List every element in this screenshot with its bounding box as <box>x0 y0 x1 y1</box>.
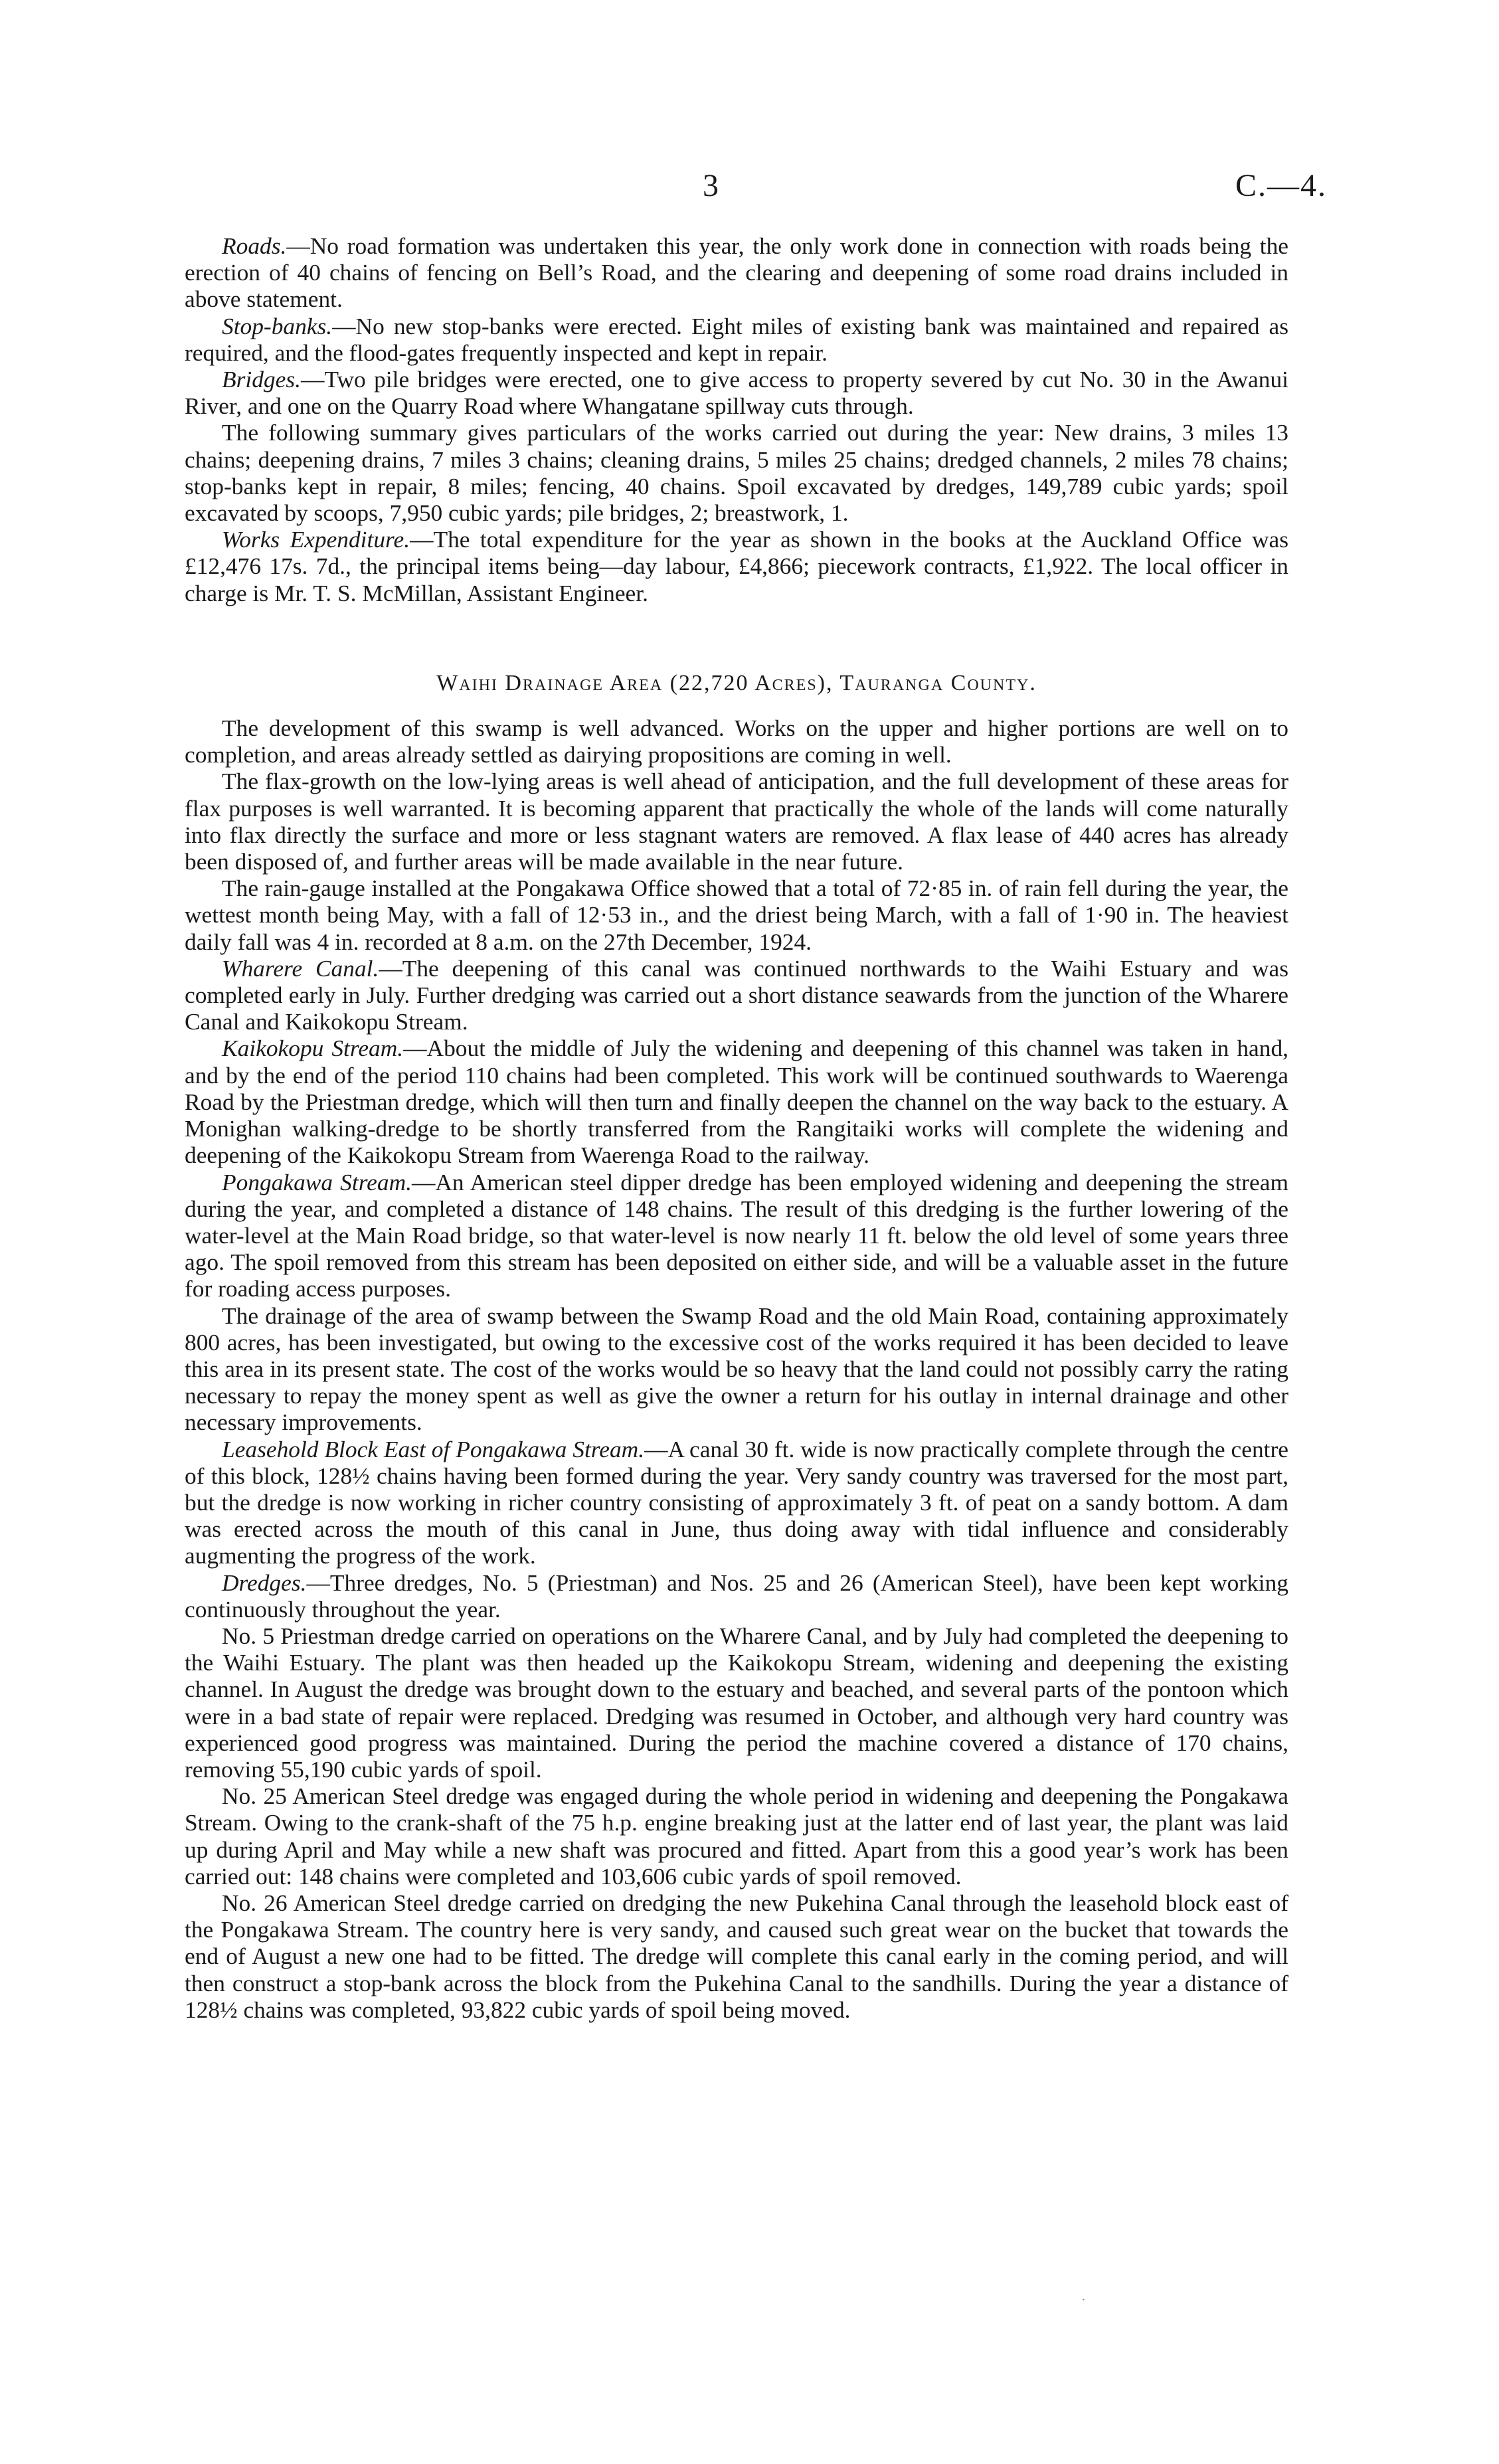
section-heading: Waihi Drainage Area (22,720 Acres), Tauranga County. <box>436 670 1037 695</box>
document-reference: C.—4. <box>1235 168 1328 203</box>
paragraph <box>185 1035 1288 1168</box>
paragraph-lead: Works Expenditure. <box>222 526 410 553</box>
paragraph <box>185 526 1288 606</box>
paragraph <box>185 715 1288 768</box>
paragraph <box>185 1783 1288 1890</box>
paragraph-lead: Stop-banks. <box>222 312 333 339</box>
paragraph-lead: Kaikokopu Stream. <box>222 1035 404 1062</box>
paragraph-text: —No road formation was undertaken this year, the only work done in connection with roads being the erection of 40 chains of fencing on Bell’s Road, and the clearing and deepening of some road drains included in above statement. <box>185 232 1288 313</box>
paragraph-text: —Two pile bridges were erected, one to give access to property severed by cut No. 30 in the Awanui River, and one on the Quarry Road where Whangatane spillway cuts through. <box>185 366 1288 420</box>
paragraph <box>185 232 1288 313</box>
paragraph <box>185 768 1288 875</box>
paragraph-text: —The total expenditure for the year as shown in the books at the Auckland Office was £12,476 17s. 7d., the principal items being—day labour, £4,866; piecework contracts, £1,922. The local officer in charge is Mr. T. S. McMillan, Assistant Engineer. <box>185 526 1288 606</box>
paragraph-lead: Pongakawa Stream. <box>222 1168 412 1195</box>
body-text <box>185 232 1288 2023</box>
paragraph-lead: Bridges. <box>222 366 301 393</box>
paragraph-text: —An American steel dipper dredge has been employed widening and deepening the stream during the year, and completed a distance of 148 chains. The result of this dredging is the further lowering of the water-level at the Main Road bridge, so that water-level is now nearly 11 ft. below the old level of some years three ago. The spoil removed from this stream has been deposited on either side, and will be a valuable asset in the future for roading access purposes. <box>185 1168 1289 1302</box>
paragraph <box>185 1890 1288 2023</box>
paragraph-text: The flax-growth on the low-lying areas is well ahead of anticipation, and the full development of these areas for flax purposes is well warranted. It is becoming apparent that practically the whole of the lands will come naturally into flax directly the surface and more or less stagnant waters are removed. A flax lease of 440 acres has already been disposed of, and further areas will be made available in the near future. <box>185 768 1288 875</box>
paragraph-lead: Roads. <box>222 232 287 259</box>
paragraph-text: —A canal 30 ft. wide is now practically complete through the centre of this block, 128½ chains having been formed during the year. Very sandy country was traversed for the most part, but the dredge is now working in richer country consisting of approximately 3 ft. of peat on a sandy bottom. A dam was erected across the mouth of this canal in June, thus doing away with tidal influence and considerably augmenting the progress of the work. <box>185 1435 1288 1569</box>
paragraph-text: —Three dredges, No. 5 (Priestman) and Nos. 25 and 26 (American Steel), have been kept working continuously throughout the year. <box>185 1569 1288 1623</box>
stray-mark: · <box>1081 2293 1086 2307</box>
paragraph-text: The development of this swamp is well advanced. Works on the upper and higher portions are well on to completion, and areas already settled as dairying propositions are coming in well. <box>185 715 1288 768</box>
paragraph-text: —The deepening of this canal was continued northwards to the Waihi Estuary and was completed early in July. Further dredging was carried out a short distance seawards from the junction of the Wharere Canal and Kaikokopu Stream. <box>185 954 1288 1035</box>
page-header <box>0 167 1499 214</box>
paragraph <box>185 1436 1288 1569</box>
paragraph-text: No. 25 American Steel dredge was engaged during the whole period in widening and deepening the Pongakawa Stream. Owing to the crank-shaft of the 75 h.p. engine breaking just at the latter end of last year, the plant was laid up during April and May while a new shaft was procured and fitted. Apart from this a good year’s work has been carried out: 148 chains were completed and 103,606 cubic yards of spoil removed. <box>185 1783 1288 1890</box>
paragraph <box>185 1169 1288 1302</box>
paragraph-text: No. 26 American Steel dredge carried on dredging the new Pukehina Canal through the leasehold block east of the Pongakawa Stream. The country here is very sandy, and caused such great wear on the bucket that towards the end of August a new one had to be fitted. The dredge will complete this canal early in the coming period, and will then construct a stop-bank across the block from the Pukehina Canal to the sandhills. During the year a distance of 128½ chains was completed, 93,822 cubic yards of spoil being moved. <box>185 1889 1288 2023</box>
paragraph <box>185 1569 1288 1623</box>
paragraph-text: The following summary gives particulars of the works carried out during the year: New drains, 3 miles 13 chains; deepening drains, 7 miles 3 chains; cleaning drains, 5 miles 25 chains; dredged channels, 2 miles 78 chains; stop-banks kept in repair, 8 miles; fencing, 40 chains. Spoil excavated by dredges, 149,789 cubic yards; spoil excavated by scoops, 7,950 cubic yards; pile bridges, 2; breastwork, 1. <box>185 419 1288 527</box>
paragraph-text: —No new stop-banks were erected. Eight miles of existing bank was maintained and repaired as required, and the flood-gates frequently inspected and kept in repair. <box>185 312 1288 366</box>
paragraph-lead: Dredges. <box>222 1569 307 1596</box>
page-number: 3 <box>703 168 719 203</box>
paragraph-lead: Leasehold Block East of Pongakawa Stream. <box>222 1435 645 1462</box>
paragraph-lead: Wharere Canal. <box>222 954 379 982</box>
paragraph-text: The rain-gauge installed at the Pongakawa Office showed that a total of 72·85 in. of rain fell during the year, the wettest month being May, with a fall of 12·53 in., and the driest being March, with a fall of 1·90 in. The heaviest daily fall was 4 in. recorded at 8 a.m. on the 27th December, 1924. <box>185 875 1288 955</box>
paragraph <box>185 419 1288 526</box>
paragraph-text: —About the middle of July the widening and deepening of this channel was taken in hand, and by the end of the period 110 chains had been completed. This work will be continued southwards to Waerenga Road by the Priestman dredge, which will then turn and finally deepen the channel on the way back to the estuary. A Monighan walking-dredge to be shortly transferred from the Rangitaiki works will complete the widening and deepening of the Kaikokopu Stream from Waerenga Road to the railway. <box>185 1035 1288 1169</box>
paragraph <box>185 875 1288 955</box>
paragraph <box>185 1623 1288 1783</box>
section-paragraphs-before <box>185 232 1288 606</box>
paragraph <box>185 1302 1288 1436</box>
paragraph-text: The drainage of the area of swamp between the Swamp Road and the old Main Road, containing approximately 800 acres, has been investigated, but owing to the excessive cost of the works required it has been decided to leave this area in its present state. The cost of the works would be so heavy that the land could not possibly carry the rating necessary to repay the money spent as well as give the owner a return for his outlay in internal drainage and other necessary improvements. <box>185 1302 1288 1436</box>
paragraph <box>185 313 1288 366</box>
paragraph-text: No. 5 Priestman dredge carried on operations on the Wharere Canal, and by July had completed the deepening to the Waihi Estuary. The plant was then headed up the Kaikokopu Stream, widening and deepening the existing channel. In August the dredge was brought down to the estuary and beached, and several parts of the pontoon which were in a bad state of repair were replaced. Dredging was resumed in October, and although very hard country was experienced good progress was maintained. During the period the machine covered a distance of 170 chains, removing 55,190 cubic yards of spoil. <box>185 1622 1288 1783</box>
paragraph <box>185 366 1288 419</box>
paragraph <box>185 955 1288 1035</box>
section-paragraphs-after <box>185 715 1288 2023</box>
